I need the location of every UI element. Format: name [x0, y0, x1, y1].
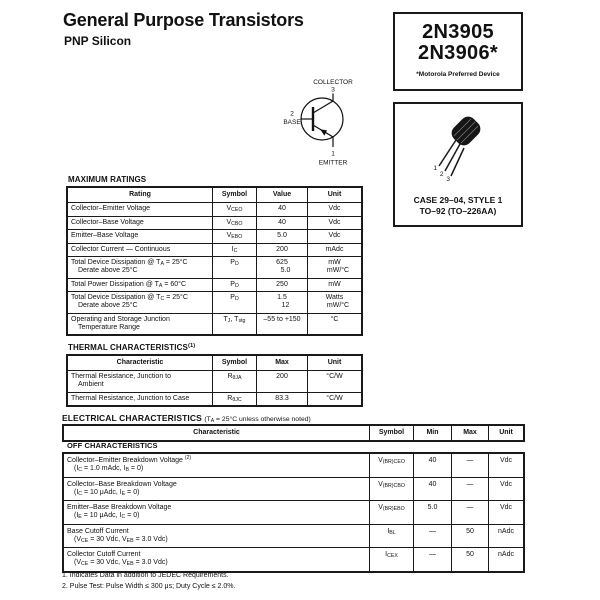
unit-cell: nAdc: [488, 547, 523, 571]
table-row: [68, 278, 361, 292]
electrical-table-header: [62, 424, 525, 442]
collector-label: COLLECTOR: [313, 79, 353, 86]
characteristic-text: Emitter–Base Breakdown Voltage: [67, 504, 172, 511]
max-cell: 83.3: [256, 392, 307, 406]
column-header-symbol: Symbol: [212, 356, 256, 370]
part-number-box: [393, 12, 523, 91]
characteristic-text: Collector Cutoff Current: [67, 551, 141, 558]
preferred-device-note: *Motorola Preferred Device: [416, 71, 500, 78]
test-condition-text: ($V_{CE} = 30$ Vdc, $V_{EB} = 3.0$ Vdc): [74, 559, 168, 567]
unit-cell: Vdc: [488, 500, 523, 524]
emitter-label: EMITTER: [318, 159, 348, 167]
part-numbers: [395, 22, 521, 64]
unit-cell: °C/W: [307, 370, 361, 392]
value-cell: –55 to +150: [256, 313, 307, 335]
value-cell: 5.0: [256, 229, 307, 243]
symbol-cell: $V_{EBO}$: [212, 229, 256, 243]
symbol-cell: $V_{CEO}$: [212, 202, 256, 216]
case-caption-line1: CASE 29–04, STYLE 1: [413, 195, 503, 205]
test-condition-text: ($V_{CE} = 30$ Vdc, $V_{EB} = 3.0$ Vdc): [74, 535, 168, 544]
symbol-cell: $I_{CEX}$: [369, 547, 413, 571]
table-row: [68, 229, 361, 243]
test-condition-text: ($I_C = 1.0$ mAdc, $I_B = 0$): [74, 465, 144, 473]
rating-cell: Collector–Base Voltage: [68, 216, 212, 230]
thermal-characteristics-heading: THERMAL CHARACTERISTICS$^{(1)}$: [68, 342, 196, 352]
characteristic-cell: [64, 500, 369, 524]
symbol-cell: $I_C$: [212, 243, 256, 257]
package-case-box: [393, 102, 523, 227]
unit-cell: mAdc: [307, 243, 361, 257]
page-subtitle: PNP Silicon: [64, 34, 132, 48]
unit-cell: Vdc: [307, 202, 361, 216]
collector-pin-number: 3: [331, 86, 335, 94]
electrical-heading-note: ($T_A = 25^\circ C$ unless otherwise noted): [204, 416, 311, 424]
table-row: [68, 291, 361, 313]
table-row: [64, 454, 523, 477]
min-cell: —: [413, 547, 451, 571]
electrical-characteristics-heading: [62, 413, 311, 423]
off-characteristics-table: [62, 452, 525, 573]
base-pin-number: 2: [290, 110, 294, 118]
pnp-transistor-symbol-icon: [270, 77, 370, 171]
table-row: [64, 547, 523, 571]
unit-cell: Vdc: [307, 216, 361, 230]
min-cell: 40: [413, 454, 451, 477]
min-cell: 40: [413, 477, 451, 501]
thermal-characteristics-table: [66, 354, 363, 407]
table-row: [68, 216, 361, 230]
characteristic-cell: Thermal Resistance, Junction to Case: [68, 392, 212, 406]
table-header-row: [64, 426, 523, 440]
characteristic-cell: [64, 547, 369, 571]
column-header-characteristic: Characteristic: [116, 359, 164, 366]
unit-cell: nAdc: [488, 524, 523, 548]
characteristic-text: Collector–Emitter Breakdown Voltage $^{(2)}$: [67, 455, 192, 464]
part-number-1: 2N3905: [422, 21, 494, 43]
symbol-cell: $V_{(BR)EBO}$: [369, 500, 413, 524]
table-row: [64, 500, 523, 524]
symbol-cell: $I_{BL}$: [369, 524, 413, 548]
maximum-ratings-heading: MAXIMUM RATINGS: [68, 175, 147, 184]
part-number-2: 2N3906*: [418, 42, 498, 64]
characteristic-cell: [64, 477, 369, 501]
column-header-unit: Unit: [307, 188, 361, 202]
value-cell: 40: [256, 202, 307, 216]
symbol-cell: $V_{(BR)CEO}$: [369, 454, 413, 477]
symbol-cell: $V_{(BR)CBO}$: [369, 477, 413, 501]
min-cell: —: [413, 524, 451, 548]
unit-cell: mW mW/°C: [307, 256, 361, 278]
table-row: [68, 202, 361, 216]
footnote-1: 1. Indicates Data in addition to JEDEC Requirements.: [62, 572, 229, 579]
characteristic-cell: Thermal Resistance, Junction to Ambient: [68, 370, 212, 392]
case-caption: [395, 195, 521, 217]
table-row: [68, 370, 361, 392]
column-header-value: Value: [256, 188, 307, 202]
symbol-cell: $P_D$: [212, 278, 256, 292]
base-label: BASE: [283, 119, 301, 126]
footnotes: [62, 571, 235, 592]
column-header-rating: Rating: [129, 191, 151, 198]
unit-cell: Watts mW/°C: [307, 291, 361, 313]
column-header-unit: Unit: [488, 426, 523, 440]
symbol-cell: $T_J$, $T_{stg}$: [212, 313, 256, 335]
rating-cell: Operating and Storage Junction Temperature Range: [68, 313, 212, 335]
column-header-unit: Unit: [307, 356, 361, 370]
footnote-2: 2. Pulse Test: Pulse Width ≤ 300 μs; Duty Cycle ≤ 2.0%.: [62, 582, 236, 590]
page-title: General Purpose Transistors: [63, 10, 304, 30]
package-pin-3-label: 3: [446, 176, 450, 183]
value-cell: 1.5 12: [256, 291, 307, 313]
maximum-ratings-table: [66, 186, 363, 336]
rating-cell: Total Device Dissipation @ $T_A = 25^\circ C$ Derate above 25°C: [68, 256, 212, 278]
test-condition-text: ($I_C = 10$ μAdc, $I_E = 0$): [74, 488, 140, 497]
table-header-row: [68, 188, 361, 202]
unit-cell: Vdc: [488, 454, 523, 477]
value-cell: 625 5.0: [256, 256, 307, 278]
characteristic-text: Collector–Base Breakdown Voltage: [67, 480, 177, 488]
symbol-cell: $P_D$: [212, 291, 256, 313]
max-cell: —: [451, 500, 488, 524]
max-cell: —: [451, 454, 488, 477]
symbol-cell: $R_{\theta JC}$: [212, 392, 256, 406]
value-cell: 200: [256, 243, 307, 257]
characteristic-text: Base Cutoff Current: [67, 527, 129, 535]
table-header-row: [68, 356, 361, 370]
unit-cell: °C: [307, 313, 361, 335]
rating-cell: Total Power Dissipation @ $T_A = 60^\circ C$: [68, 278, 212, 292]
column-header-symbol: Symbol: [369, 426, 413, 440]
table-row: [64, 524, 523, 548]
table-row: [68, 256, 361, 278]
column-header-characteristic: Characteristic: [193, 429, 240, 436]
max-cell: 200: [256, 370, 307, 392]
table-row: [68, 313, 361, 335]
column-header-max: Max: [256, 356, 307, 370]
symbol-cell: $R_{\theta JA}$: [212, 370, 256, 392]
value-cell: 40: [256, 216, 307, 230]
max-cell: 50: [451, 547, 488, 571]
test-condition-text: ($I_E = 10$ μAdc, $I_C = 0$): [74, 512, 140, 520]
rating-cell: Emitter–Base Voltage: [68, 229, 212, 243]
rating-cell: Collector–Emitter Voltage: [68, 202, 212, 216]
emitter-pin-number: 1: [331, 150, 335, 158]
case-caption-line2: TO–92 (TO–226AA): [419, 206, 497, 216]
column-header-symbol: Symbol: [212, 188, 256, 202]
rating-cell: Collector Current — Continuous: [68, 243, 212, 257]
max-cell: —: [451, 477, 488, 501]
rating-cell: Total Device Dissipation @ $T_C = 25^\circ C$ Derate above 25°C: [68, 291, 212, 313]
electrical-heading-text: ELECTRICAL CHARACTERISTICS: [62, 413, 202, 423]
characteristic-cell: [64, 454, 369, 477]
table-row: [68, 243, 361, 257]
table-row: [64, 477, 523, 501]
max-cell: 50: [451, 524, 488, 548]
table-row: [68, 392, 361, 406]
symbol-cell: $P_D$: [212, 256, 256, 278]
column-header-max: Max: [451, 426, 488, 440]
value-cell: 250: [256, 278, 307, 292]
column-header-min: Min: [413, 426, 451, 440]
unit-cell: °C/W: [307, 392, 361, 406]
package-pin-2-label: 2: [439, 171, 444, 178]
package-pin-1-label: 1: [433, 165, 437, 172]
characteristic-cell: [64, 524, 369, 548]
unit-cell: mW: [307, 278, 361, 292]
min-cell: 5.0: [413, 500, 451, 524]
unit-cell: Vdc: [307, 229, 361, 243]
unit-cell: Vdc: [488, 477, 523, 501]
symbol-cell: $V_{CBO}$: [212, 216, 256, 230]
to92-package-drawing: [395, 104, 521, 192]
off-characteristics-label: OFF CHARACTERISTICS: [67, 441, 158, 450]
